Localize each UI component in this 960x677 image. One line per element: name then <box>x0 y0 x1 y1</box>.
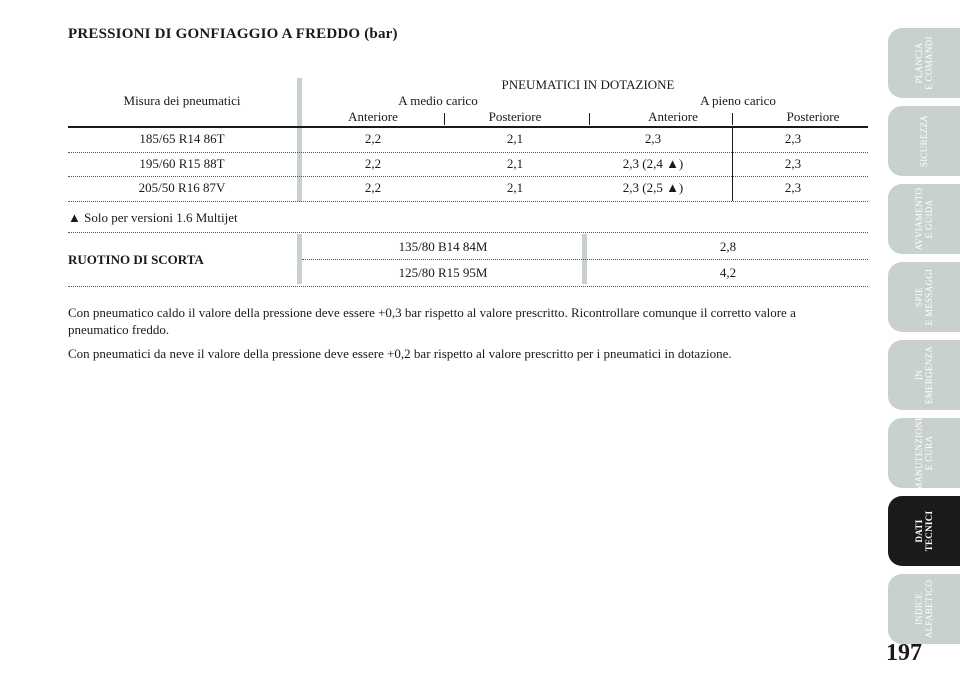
header-medium-front: Anteriore <box>348 109 398 124</box>
spare-value: 4,2 <box>719 265 737 280</box>
cell-full-rear: 2,3 <box>784 131 802 146</box>
header-divider <box>444 113 445 125</box>
paragraph-snow-tyre: Con pneumatici da neve il valore della pressione deve essere +0,2 bar rispetto al valore prescritto per i pneumatici in dotazione. <box>68 346 732 361</box>
header-divider <box>732 113 733 125</box>
cell-medium-front: 2,2 <box>364 156 382 171</box>
tab-spie-messaggi[interactable]: SPIE E MESSAGGI <box>888 262 960 332</box>
cell-size: 185/65 R14 86T <box>139 131 225 146</box>
paragraph-hot-tyre: Con pneumatico caldo il valore della pressione deve essere +0,3 bar rispetto al valore prescritto. Ricontrollare comunque il corretto valore a pneumatico freddo. <box>68 305 796 337</box>
tab-dati-tecnici[interactable]: DATI TECNICI <box>888 496 960 566</box>
cell-full-front: 2,3 (2,5 ▲) <box>622 180 684 195</box>
spare-size: 125/80 R15 95M <box>398 265 488 280</box>
spare-value: 2,8 <box>719 239 737 254</box>
spare-bottom-rule <box>68 286 868 287</box>
page-title: PRESSIONI DI GONFIAGGIO A FREDDO (bar) <box>68 26 398 42</box>
cell-medium-front: 2,2 <box>364 131 382 146</box>
header-size: Misura dei pneumatici <box>123 93 241 108</box>
cell-medium-front: 2,2 <box>364 180 382 195</box>
tab-avviamento-guida[interactable]: AVVIAMENTO E GUIDA <box>888 184 960 254</box>
header-main: PNEUMATICI IN DOTAZIONE <box>501 77 675 92</box>
footnote: ▲ Solo per versioni 1.6 Multijet <box>68 210 238 225</box>
cell-medium-rear: 2,1 <box>506 180 524 195</box>
spare-size: 135/80 B14 84M <box>398 239 488 254</box>
spare-label: RUOTINO DI SCORTA <box>68 252 204 267</box>
table-row <box>68 177 868 199</box>
cell-full-front: 2,3 (2,4 ▲) <box>622 156 684 171</box>
cell-medium-rear: 2,1 <box>506 156 524 171</box>
tab-manutenzione-cura[interactable]: MANUTENZIONE E CURA <box>888 418 960 488</box>
tab-sicurezza[interactable]: SICUREZZA <box>888 106 960 176</box>
cell-full-rear: 2,3 <box>784 156 802 171</box>
page-number: 197 <box>886 640 922 666</box>
header-full-load: A pieno carico <box>700 93 776 108</box>
tab-in-emergenza[interactable]: IN EMERGENZA <box>888 340 960 410</box>
row-rule <box>68 201 868 202</box>
table-row <box>68 153 868 175</box>
cell-size: 195/60 R15 88T <box>139 156 225 171</box>
header-medium-rear: Posteriore <box>488 109 542 124</box>
header-divider <box>589 113 590 125</box>
table-header <box>68 77 868 125</box>
cell-full-rear: 2,3 <box>784 180 802 195</box>
cell-medium-rear: 2,1 <box>506 131 524 146</box>
tab-indice-alfabetico[interactable]: INDICE ALFABETICO <box>888 574 960 644</box>
table-row <box>68 128 868 150</box>
cell-full-front: 2,3 <box>644 131 662 146</box>
tab-plancia-comandi[interactable]: PLANCIA E COMANDI <box>888 28 960 98</box>
header-full-front: Anteriore <box>648 109 698 124</box>
body-divider <box>732 128 733 201</box>
spare-middle-rule <box>302 259 868 260</box>
header-full-rear: Posteriore <box>786 109 840 124</box>
cell-size: 205/50 R16 87V <box>138 180 226 195</box>
header-medium-load: A medio carico <box>398 93 478 108</box>
